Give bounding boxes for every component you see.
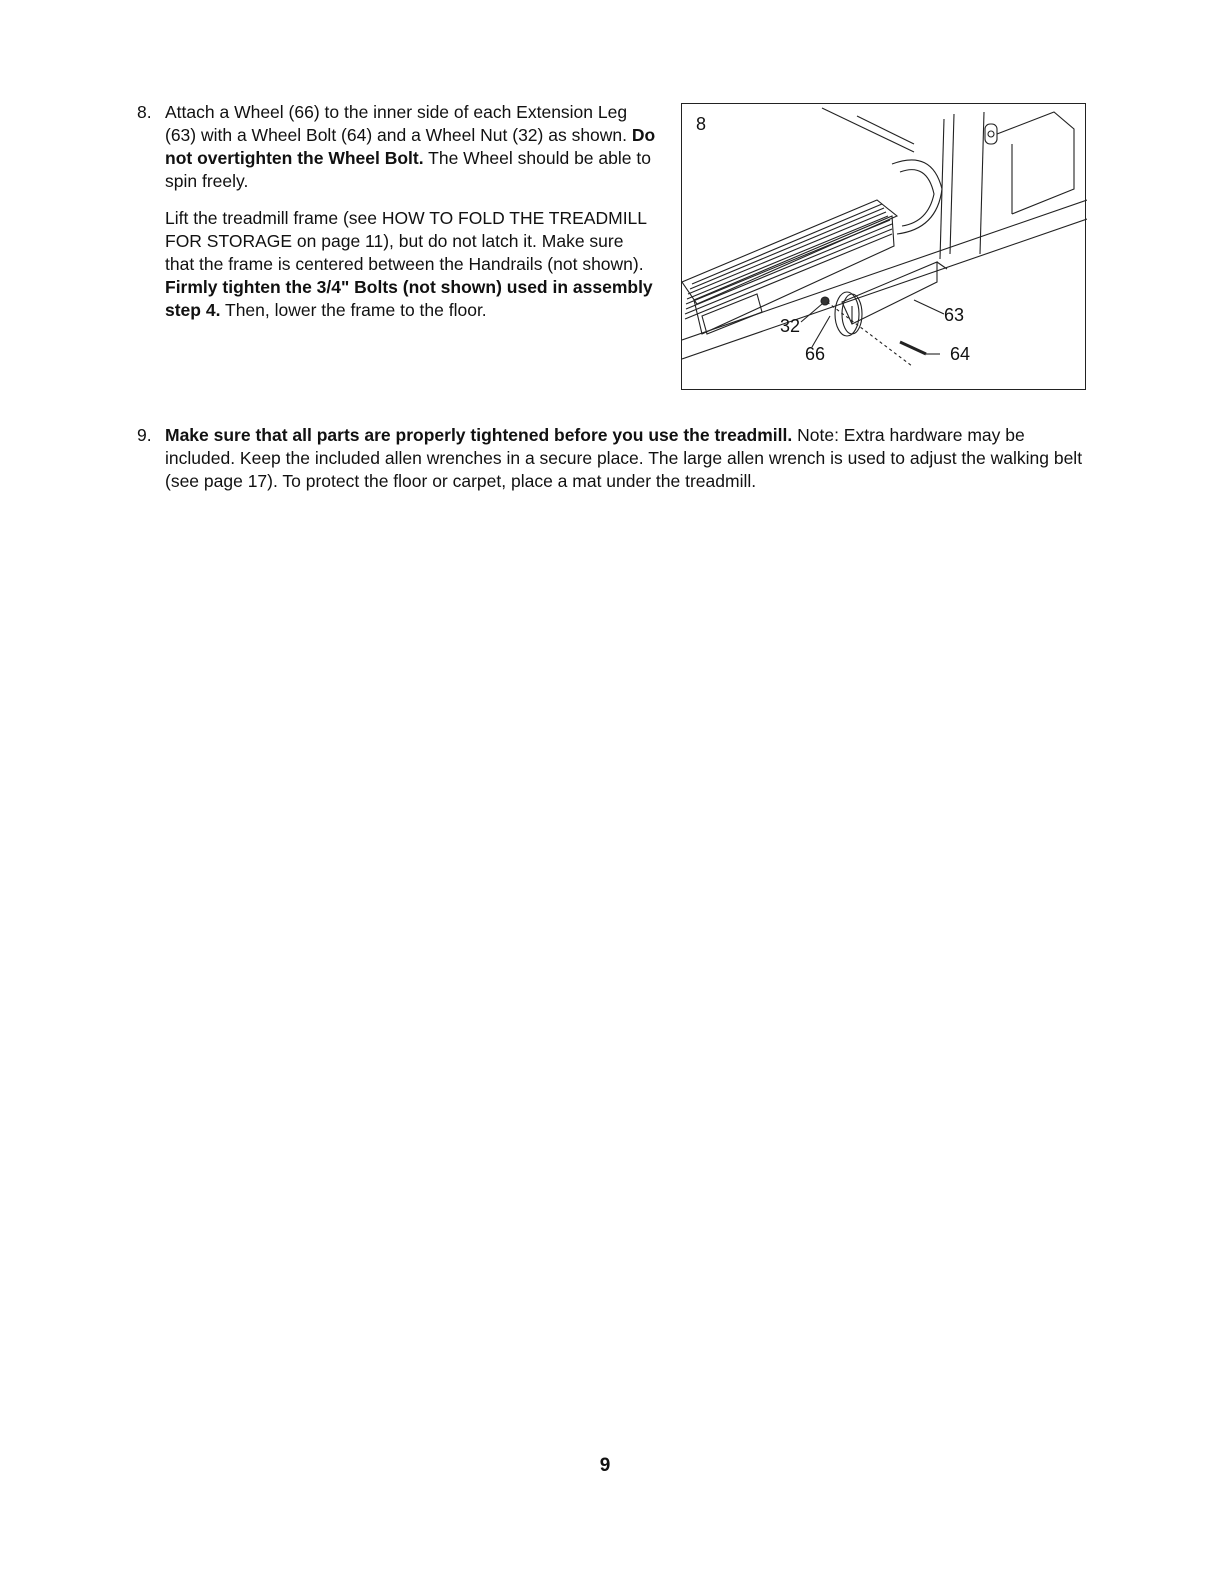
body-text: Note: Extra hardware may be included. Keep the included allen wrenches in a secure place. The large allen wrench is used to adjust the walking belt (see page 17). To protect the floor or carpet, place a mat under the treadmill.: [165, 425, 1083, 491]
body-text: Then, lower the frame to the floor.: [220, 300, 487, 320]
step-paragraph: [165, 207, 657, 322]
step-number: 9.: [137, 425, 152, 445]
callout-32: 32: [780, 316, 801, 336]
figure-number: 8: [696, 114, 707, 134]
body-text: Lift the treadmill frame (see HOW TO FOLD THE TREADMILL FOR STORAGE on page 11), but do not latch it. Make sure that the frame is centered between the Handrails (not shown).: [165, 208, 647, 274]
emphasis-text: Make sure that all parts are properly tightened before you use the treadmill.: [165, 425, 793, 445]
step-paragraph: [165, 101, 657, 193]
step-body: [165, 424, 1087, 493]
wheel-assembly-drawing: [682, 104, 1087, 391]
body-text: Attach a Wheel (66) to the inner side of each Extension Leg (63) with a Wheel Bolt (64) and a Wheel Nut (32) as shown.: [165, 102, 632, 145]
emphasis-text: Firmly tighten the 3/4" Bolts (not shown) used in assembly step 4.: [165, 277, 653, 320]
callout-63: 63: [944, 305, 965, 325]
body-text: The Wheel should be able to spin freely.: [165, 148, 651, 191]
assembly-figure-8: [681, 103, 1086, 390]
step-number: 8.: [137, 102, 152, 122]
callout-64: 64: [950, 344, 971, 364]
callout-66: 66: [805, 344, 826, 364]
step-paragraph: [165, 424, 1087, 493]
page-number: 9: [599, 1455, 611, 1476]
emphasis-text: Do not overtighten the Wheel Bolt.: [165, 125, 656, 168]
step-body: [165, 101, 657, 322]
